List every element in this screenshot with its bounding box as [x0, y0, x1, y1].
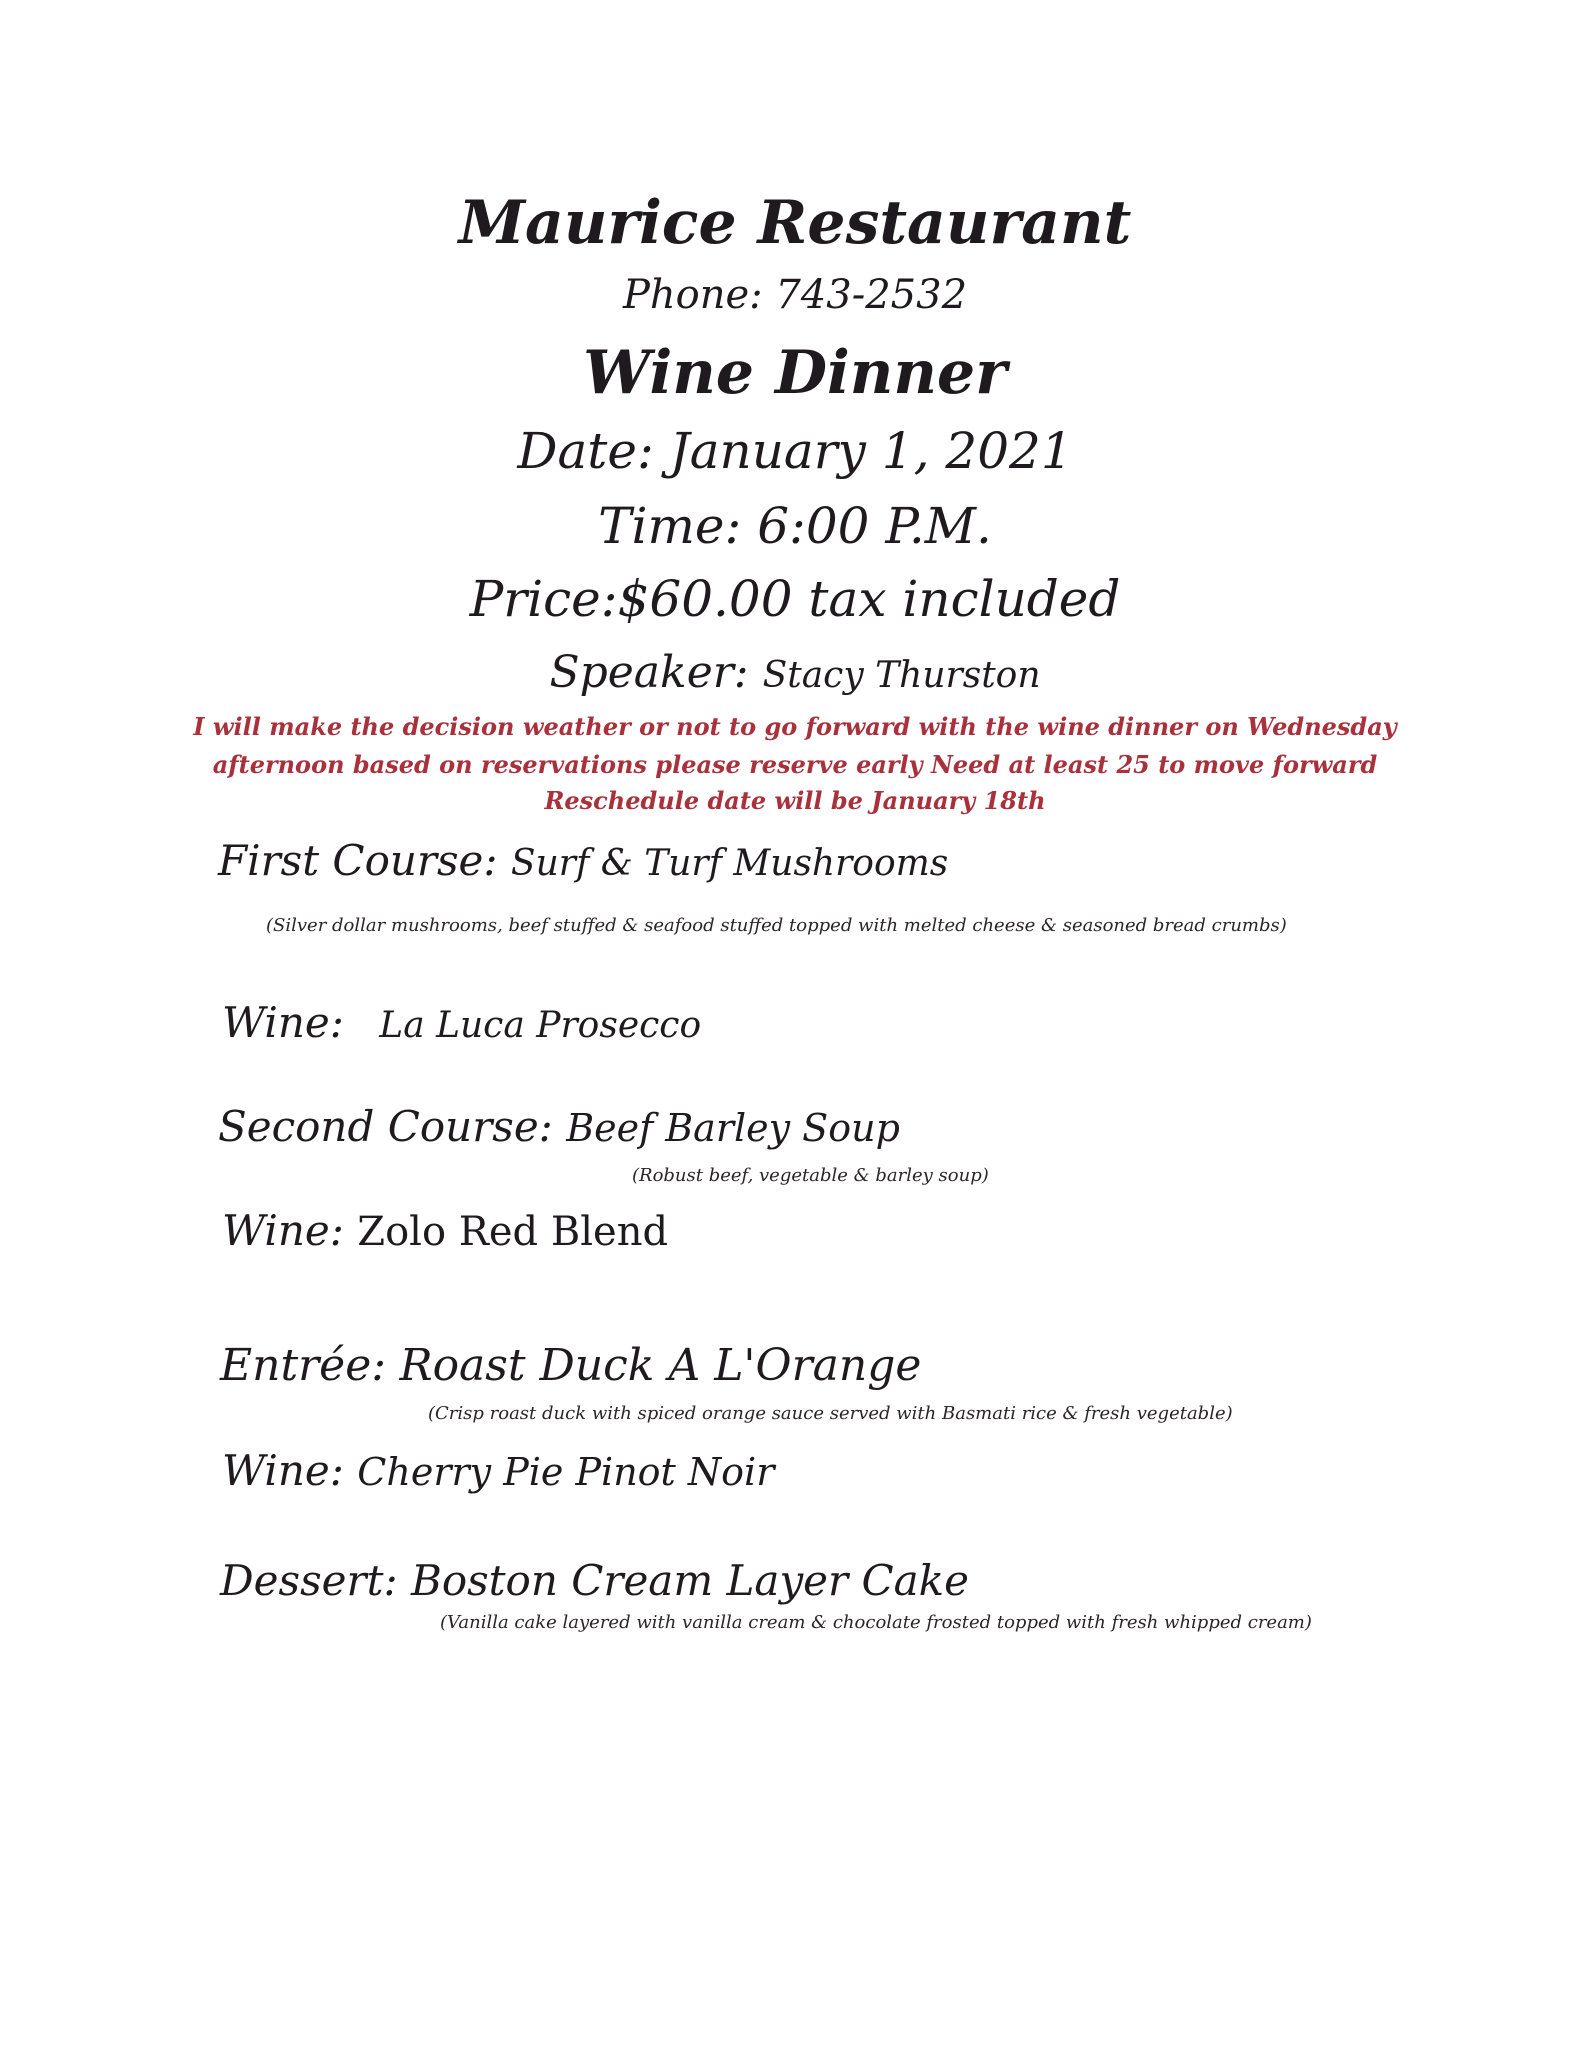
notice-line-2: afternoon based on reservations please reserve early Need at least 25 to move forward [212, 750, 1378, 779]
event-price: Price:$60.00 tax included [469, 570, 1121, 628]
speaker-label: Speaker: [549, 647, 749, 698]
speaker-name: Stacy Thurston [762, 655, 1041, 696]
first-course-description: (Silver dollar mushrooms, beef stuffed & seafood stuffed topped with melted cheese & seasoned bread crumbs) [266, 915, 1287, 936]
event-time: Time: 6:00 P.M. [598, 497, 992, 555]
entree-wine [222, 1446, 774, 1495]
second-course-wine [222, 1206, 668, 1255]
dessert-label: Dessert: [220, 1556, 398, 1605]
notice-line-1: I will make the decision weather or not to go forward with the wine dinner on Wednesday [193, 712, 1397, 741]
dessert-course [220, 1556, 969, 1605]
second-course-description: (Robust beef, vegetable & barley soup) [632, 1165, 989, 1186]
first-course-dish: Surf & Turf Mushrooms [510, 843, 949, 884]
second-wine-name: Zolo Red Blend [357, 1209, 669, 1255]
second-course [218, 1102, 900, 1151]
event-date: Date: January 1, 2021 [517, 422, 1073, 480]
second-course-label: Second Course: [218, 1102, 553, 1151]
entree-dish: Roast Duck A L'Orange [399, 1340, 922, 1391]
first-course-wine [222, 998, 701, 1047]
first-wine-label: Wine: [222, 998, 344, 1047]
entree-label: Entrée: [220, 1340, 387, 1391]
entree-course [220, 1340, 921, 1391]
restaurant-name: Maurice Restaurant [458, 188, 1132, 258]
entree-description: (Crisp roast duck with spiced orange sauce served with Basmati rice & fresh vegetable) [428, 1403, 1233, 1424]
first-wine-name: La Luca Prosecco [379, 1005, 702, 1046]
event-title: Wine Dinner [583, 338, 1007, 408]
notice-line-3: Reschedule date will be January 18th [544, 786, 1046, 815]
entree-wine-label: Wine: [222, 1446, 344, 1495]
dessert-dish: Boston Cream Layer Cake [410, 1556, 969, 1605]
first-course-label: First Course: [218, 836, 498, 885]
first-course [218, 836, 948, 885]
dessert-description: (Vanilla cake layered with vanilla cream & chocolate frosted topped with fresh whipped cream) [440, 1612, 1312, 1633]
second-wine-label: Wine: [222, 1206, 344, 1255]
second-course-dish: Beef Barley Soup [566, 1106, 900, 1150]
entree-wine-name: Cherry Pie Pinot Noir [357, 1450, 775, 1494]
phone-number: Phone: 743-2532 [622, 272, 968, 318]
speaker-line [0, 647, 1590, 698]
